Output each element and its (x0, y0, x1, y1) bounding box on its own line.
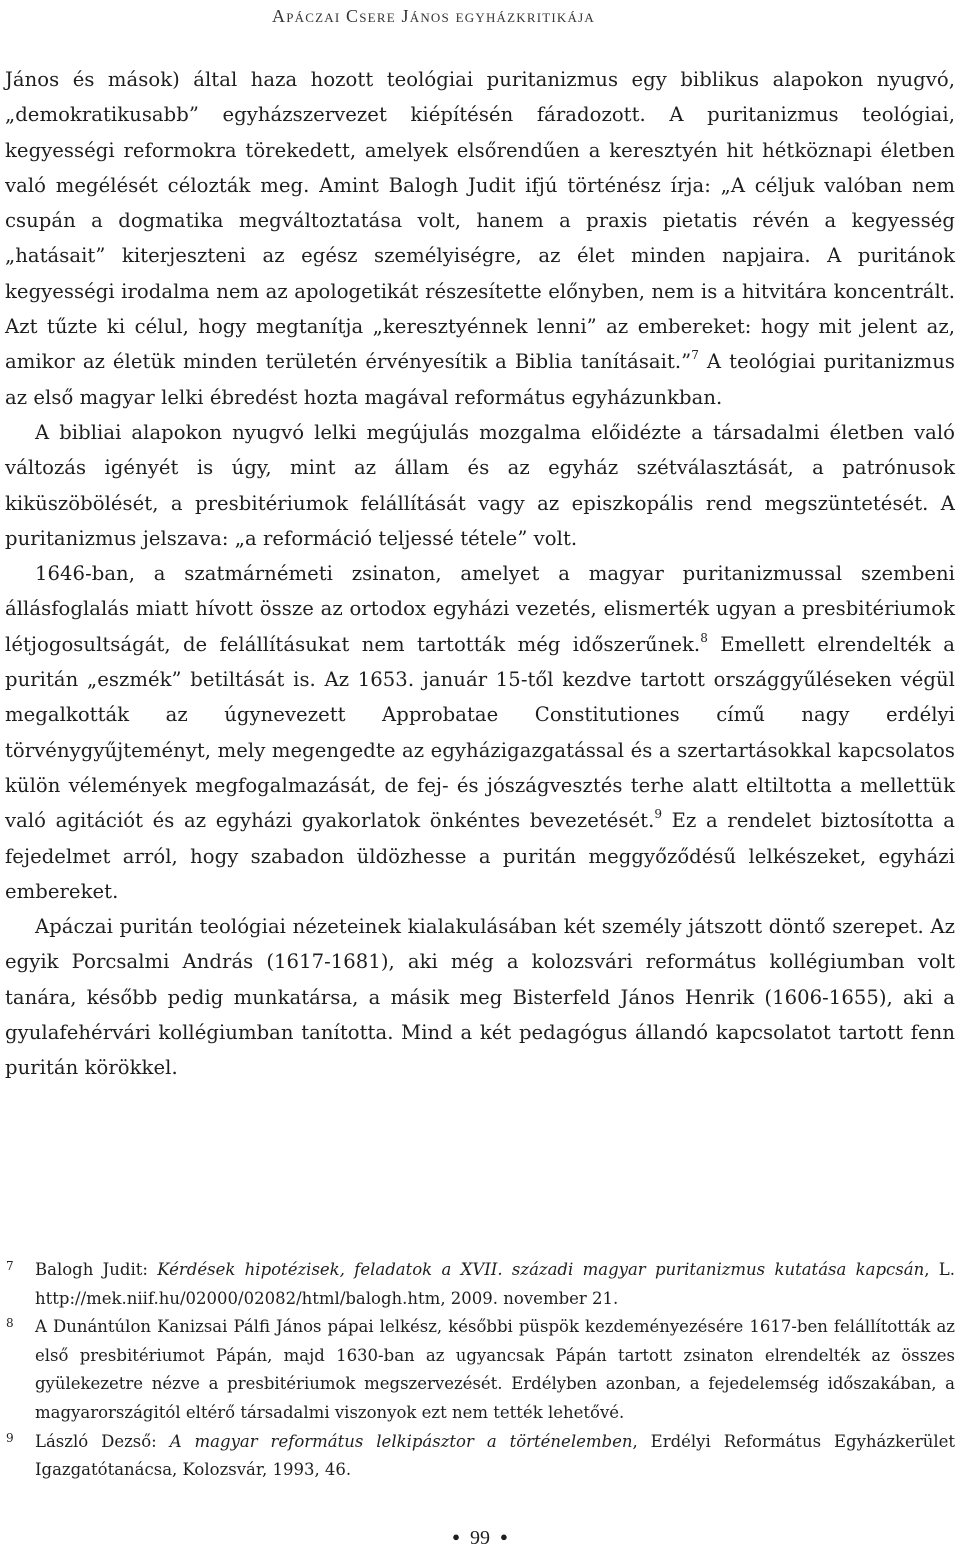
footnote-text: László Dezső: (35, 1431, 170, 1451)
paragraph-3 (5, 556, 955, 909)
paragraph-2 (5, 415, 955, 556)
bullet-icon: ● (500, 1529, 508, 1544)
paragraph-text: Apáczai puritán teológiai nézeteinek kialakulásában két személy játszott döntő szerepet. Az egyik Porcsalmi András (1617-1681), aki még a kolozsvári református kollégiumban volt tanára, később pedig munkatársa, a másik meg Bisterfeld János Henrik (1606-1655), aki a gyulafehérvári kollégiumban tanította. Mind a két pedagógus állandó kapcsolatot tartott fenn puritán körökkel. (5, 915, 955, 1080)
footnote-number: 7 (6, 1259, 14, 1273)
running-head: Apáczai Csere János egyházkritikája (272, 6, 595, 26)
footnotes (5, 1256, 955, 1485)
paragraph-text: János és mások) által haza hozott teológiai puritanizmus egy biblikus alapokon nyugvó, „demokratikusabb” egyházszervezet kiépítésén fáradozott. A puritanizmus teológiai, kegyességi reformokra törekedett, amelyek elsőrendűen a keresztyén hit hétköznapi életben való megélését célozták meg. Amint Balogh Judit ifjú történész írja: „A céljuk valóban nem csupán a dogmatika megváltoztatása volt, hanem a praxis pietatis révén a kegyesség „hatásait” kiterjeszteni az egész személyiségre, az élet minden napjaira. A puritánok kegyességi irodalma nem az apologetikát részesítette előnyben, nem is a hitvitára koncentrált. Azt tűzte ki célul, hogy megtanítja „keresztyénnek lenni” az embereket: hogy mit jelent az, amikor az életük minden területén érvényesítik a Biblia tanításait.” (5, 68, 955, 374)
paragraph-text: Ez a rendelet biztosította a fejedelmet arról, hogy szabadon üldözhesse a puritán meggyőződésű lelkészeket, egyházi embereket. (5, 809, 956, 903)
footnote-ref-8[interactable]: 8 (700, 630, 708, 645)
paragraph-4 (5, 909, 955, 1085)
footnote-text: Balogh Judit: (35, 1260, 158, 1279)
footnote-number: 9 (6, 1430, 14, 1445)
page-number-block (0, 1527, 960, 1550)
page-number: 99 (470, 1527, 490, 1549)
footnote-ref-7[interactable]: 7 (691, 348, 699, 363)
footnote-title: Kérdések hipotézisek, feladatok a XVII. századi magyar puritanizmus kutatása kapcsán (157, 1260, 925, 1279)
paragraph-text: Emellett elrendelték a puritán „eszmék” betiltását is. Az 1653. január 15-től kezdve tartott országgyűléseken végül megalkották az úgynevezett Approbatae Constitutiones című nagy erdélyi törvénygyűjteményt, mely megengedte az egyházigazgatással és a szertartásokkal kapcsolatos külön vélemények megfogalmazását, de fej- és jószágvesztés terhe alatt eltiltotta a mellettük való agitációt és az egyházi gyakorlatok önkéntes bevezetését. (5, 632, 955, 833)
footnote-9 (5, 1428, 955, 1485)
footnote-ref-9[interactable]: 9 (654, 807, 663, 822)
footnote-8 (5, 1313, 955, 1427)
footnote-7 (5, 1256, 955, 1313)
paragraph-text: A teológiai puritanizmus az első magyar lelki ébredést hozta magával református egyházunkban. (5, 350, 955, 409)
paragraph-1 (5, 62, 955, 415)
paragraph-text: A bibliai alapokon nyugvó lelki megújulás mozgalma előidézte a társadalmi életben való változás igényét is úgy, mint az állam és az egyház szétválasztását, a patrónusok kiküszöbölését, a presbitériumok felállítását vagy az episzkopális rend megszüntetését. A puritanizmus jelszava: „a reformáció teljessé tétele” volt. (5, 420, 955, 550)
footnote-text[interactable]: , L. http://mek.niif.hu/02000/02082/html/balogh.htm, 2009. november 21. (35, 1260, 955, 1308)
footnote-number: 8 (6, 1316, 14, 1331)
footnote-text: , Erdélyi Református Egyházkerület Igazgatótanácsa, Kolozsvár, 1993, 46. (35, 1431, 955, 1480)
footnote-text: A Dunántúlon Kanizsai Pálfi János pápai lelkész, későbbi püspök kezdeményezésére 1617-ben felállították az első presbitériumot Pápán, majd 1630-ban az ugyancsak Pápán tartott zsinaton elrendelték az összes gyülekezetre nézve a presbitériumok megszervezését. Erdélyben azonban, a fejedelemség időszakában, a magyarországitól eltérő társadalmi viszonyok ezt nem tették lehetővé. (35, 1317, 955, 1422)
paragraph-text: 1646-ban, a szatmárnémeti zsinaton, amelyet a magyar puritanizmussal szembeni állásfoglalás miatt hívott össze az ortodox egyházi vezetés, elismerték ugyan a presbitériumok létjogosultságát, de felállításukat nem tartották még időszerűnek. (5, 562, 955, 656)
body-text (5, 62, 955, 1086)
bullet-icon: ● (452, 1529, 460, 1544)
footnote-title: A magyar református lelkipásztor a történelemben (169, 1431, 633, 1451)
